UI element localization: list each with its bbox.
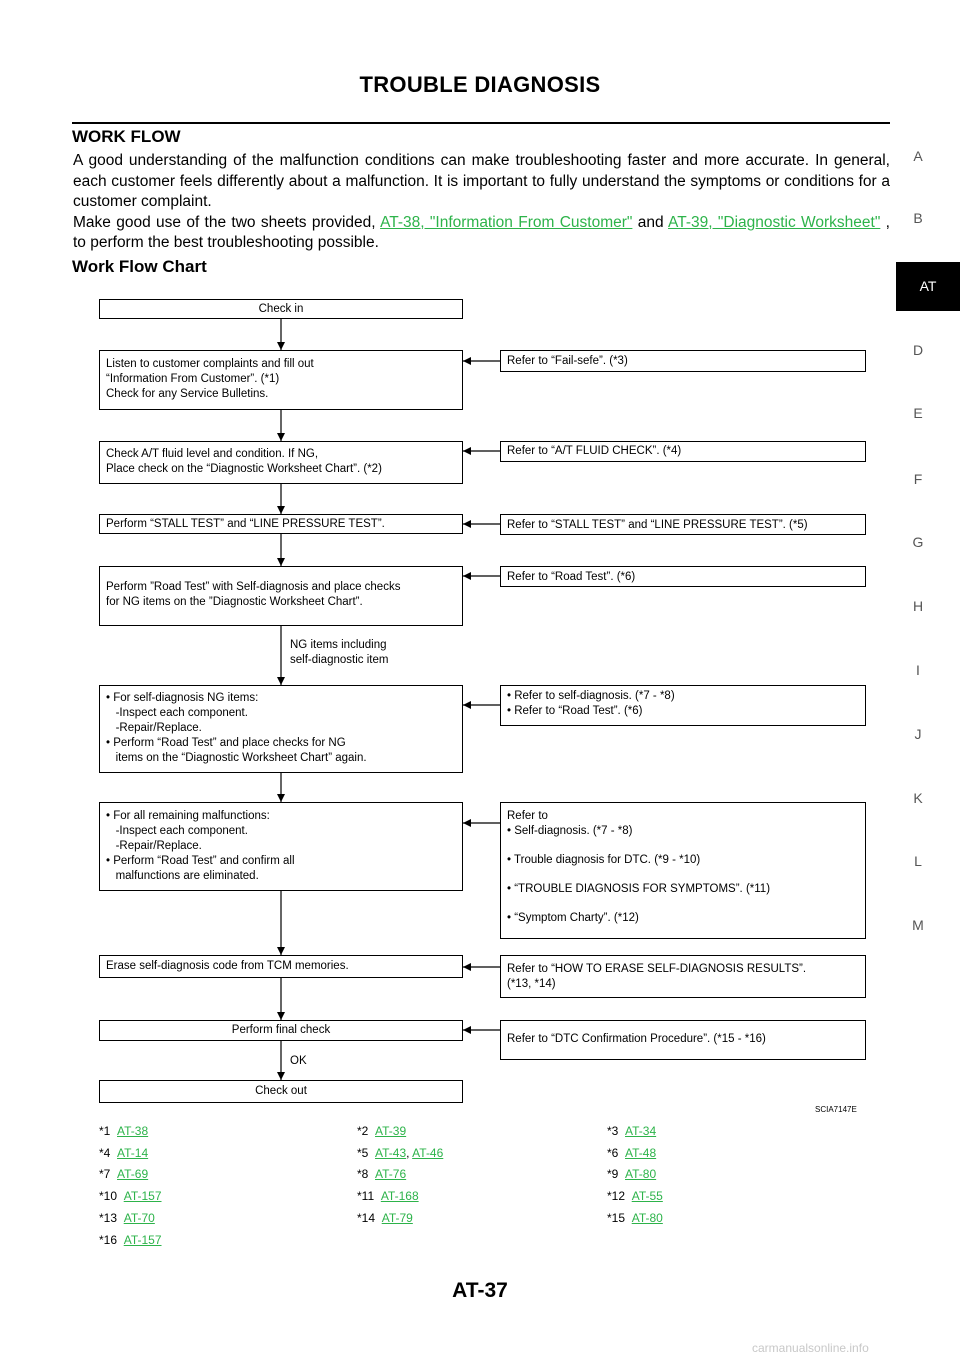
side-tab-h[interactable]: H: [912, 598, 924, 614]
footnote-11: [357, 1189, 419, 1203]
watermark: carmanualsonline.info: [752, 1341, 869, 1355]
link-information-from-customer[interactable]: AT-38, "Information From Customer": [380, 213, 633, 231]
footnote-link[interactable]: AT-157: [123, 1233, 162, 1247]
footnote-link[interactable]: AT-80: [625, 1167, 657, 1181]
footnote-6: [607, 1146, 656, 1160]
footnote-5: *5 AT-43, AT-46: [357, 1146, 444, 1160]
side-tab-m[interactable]: M: [912, 917, 924, 933]
footnote-link[interactable]: AT-34: [625, 1124, 657, 1138]
footnote-link[interactable]: AT-46: [412, 1146, 444, 1160]
ref-box-fluid-check: Refer to “A/T FLUID CHECK”. (*4): [500, 441, 866, 462]
link-diagnostic-worksheet[interactable]: AT-39, "Diagnostic Worksheet": [668, 213, 881, 231]
footnote-mark: *1: [99, 1124, 111, 1138]
flow-label-ok: OK: [290, 1055, 307, 1067]
side-tab-l[interactable]: L: [914, 853, 922, 869]
flow-box-self-diagnosis: • For self-diagnosis NG items: -Inspect each component. -Repair/Replace. • Perform “Road Test” and place checks for NG items on the “Diagnostic Worksheet Chart” again.: [99, 685, 463, 773]
footnote-mark: *2: [357, 1124, 369, 1138]
flow-box-check-in: Check in: [99, 299, 463, 319]
footnote-2: [357, 1124, 406, 1138]
section-title: WORK FLOW: [72, 127, 181, 146]
footnote-7: [99, 1167, 148, 1181]
side-tab-at-active[interactable]: AT: [896, 262, 960, 311]
footnote-link[interactable]: AT-168: [380, 1189, 419, 1203]
flow-box-check-fluid: Check A/T fluid level and condition. If NG, Place check on the “Diagnostic Worksheet Chart”. (*2): [99, 441, 463, 484]
side-tab-j[interactable]: J: [914, 726, 922, 742]
side-tab-i[interactable]: I: [916, 662, 920, 678]
footnote-9: [607, 1167, 656, 1181]
flow-box-erase: Erase self-diagnosis code from TCM memories.: [99, 955, 463, 978]
intro-mid: and: [632, 213, 669, 231]
flow-box-listen: Listen to customer complaints and fill out “Information From Customer”. (*1) Check for any Service Bulletins.: [99, 350, 463, 410]
flow-box-stall-test: Perform “STALL TEST” and “LINE PRESSURE TEST”.: [99, 514, 463, 534]
footnote-13: [99, 1211, 155, 1225]
ref-box-dtc: Refer to “DTC Confirmation Procedure”. (*15 - *16): [500, 1020, 866, 1060]
flow-label-ng-items: NG items including self-diagnostic item: [290, 639, 389, 666]
footnote-link[interactable]: AT-55: [631, 1189, 663, 1203]
footnote-14: [357, 1211, 413, 1225]
footnote-link[interactable]: AT-38: [117, 1124, 149, 1138]
footnote-mark: *16: [99, 1233, 118, 1247]
ref-box-road-test: Refer to “Road Test”. (*6): [500, 566, 866, 587]
footnote-link[interactable]: AT-39: [375, 1124, 407, 1138]
flow-box-check-out: Check out: [99, 1080, 463, 1103]
footnote-mark: *14: [357, 1211, 376, 1225]
footnote-3: [607, 1124, 656, 1138]
footnote-mark: *10: [99, 1189, 118, 1203]
ref-box-erase: Refer to “HOW TO ERASE SELF-DIAGNOSIS RESULTS”. (*13, *14): [500, 955, 866, 998]
intro-suffix: , to perform the best troubleshooting possible.: [73, 213, 890, 251]
footnote-mark: *12: [607, 1189, 626, 1203]
subsection-title: Work Flow Chart: [72, 257, 207, 276]
side-tab-b[interactable]: B: [913, 210, 923, 226]
footnote-mark: *8: [357, 1167, 369, 1181]
footnote-link[interactable]: AT-157: [123, 1189, 162, 1203]
side-tab-k[interactable]: K: [913, 790, 923, 806]
side-tab-e[interactable]: E: [913, 405, 923, 421]
side-tab-f[interactable]: F: [913, 471, 923, 487]
flow-box-remaining: • For all remaining malfunctions: -Inspect each component. -Repair/Replace. • Perform “Road Test” and confirm all malfunctions are eliminated.: [99, 802, 463, 891]
flow-box-final-check: Perform final check: [99, 1020, 463, 1041]
intro-prefix: Make good use of the two sheets provided,: [73, 213, 381, 231]
footnote-1: [99, 1124, 148, 1138]
footnote-12: [607, 1189, 663, 1203]
ref-box-failsafe: Refer to “Fail-sefe”. (*3): [500, 350, 866, 372]
flow-box-road-test: Perform ”Road Test” with Self-diagnosis and place checks for NG items on the ”Diagnostic Worksheet Chart”.: [99, 566, 463, 626]
footnote-link[interactable]: AT-48: [625, 1146, 657, 1160]
footnote-link[interactable]: AT-80: [631, 1211, 663, 1225]
page-number: AT-37: [452, 1279, 508, 1302]
footnote-8: [357, 1167, 406, 1181]
footnote-mark: *4: [99, 1146, 111, 1160]
footnote-link[interactable]: AT-69: [117, 1167, 149, 1181]
footnote-link[interactable]: AT-79: [381, 1211, 413, 1225]
footnote-mark: *7: [99, 1167, 111, 1181]
footnote-4: [99, 1146, 148, 1160]
footnote-10: [99, 1189, 162, 1203]
footnote-mark: *15: [607, 1211, 626, 1225]
footnote-link[interactable]: AT-76: [375, 1167, 407, 1181]
side-tab-g[interactable]: G: [912, 534, 924, 550]
footnote-mark: *6: [607, 1146, 619, 1160]
figure-code: SCIA7147E: [815, 1105, 857, 1114]
side-tab-d[interactable]: D: [912, 342, 924, 358]
footnote-15: [607, 1211, 663, 1225]
footnote-mark: *5: [357, 1146, 369, 1160]
footnote-mark: *3: [607, 1124, 619, 1138]
footnote-16: [99, 1233, 162, 1247]
side-tab-a[interactable]: A: [913, 148, 923, 164]
footnote-mark: *11: [357, 1189, 375, 1203]
footnote-link[interactable]: AT-70: [123, 1211, 155, 1225]
ref-box-self-diagnosis: • Refer to self-diagnosis. (*7 - *8) • Refer to “Road Test”. (*6): [500, 685, 866, 726]
intro-paragraph: A good understanding of the malfunction conditions can make troubleshooting faster and more accurate. In general, each customer feels differently about a malfunction. It is important to fully understand the symptoms or conditions for a customer complaint.: [73, 152, 890, 210]
ref-box-remaining: Refer to • Self-diagnosis. (*7 - *8) • Trouble diagnosis for DTC. (*9 - *10) • “TROUBLE DIAGNOSIS FOR SYMPTOMS”. (*11) • “Symptom Charty”. (*12): [500, 802, 866, 939]
footnote-mark: *9: [607, 1167, 619, 1181]
footnote-mark: *13: [99, 1211, 118, 1225]
page-title: TROUBLE DIAGNOSIS: [359, 72, 601, 97]
footnote-link[interactable]: AT-14: [117, 1146, 149, 1160]
footnote-link[interactable]: AT-43: [375, 1146, 407, 1160]
ref-box-stall-test: Refer to “STALL TEST” and “LINE PRESSURE TEST”. (*5): [500, 514, 866, 535]
